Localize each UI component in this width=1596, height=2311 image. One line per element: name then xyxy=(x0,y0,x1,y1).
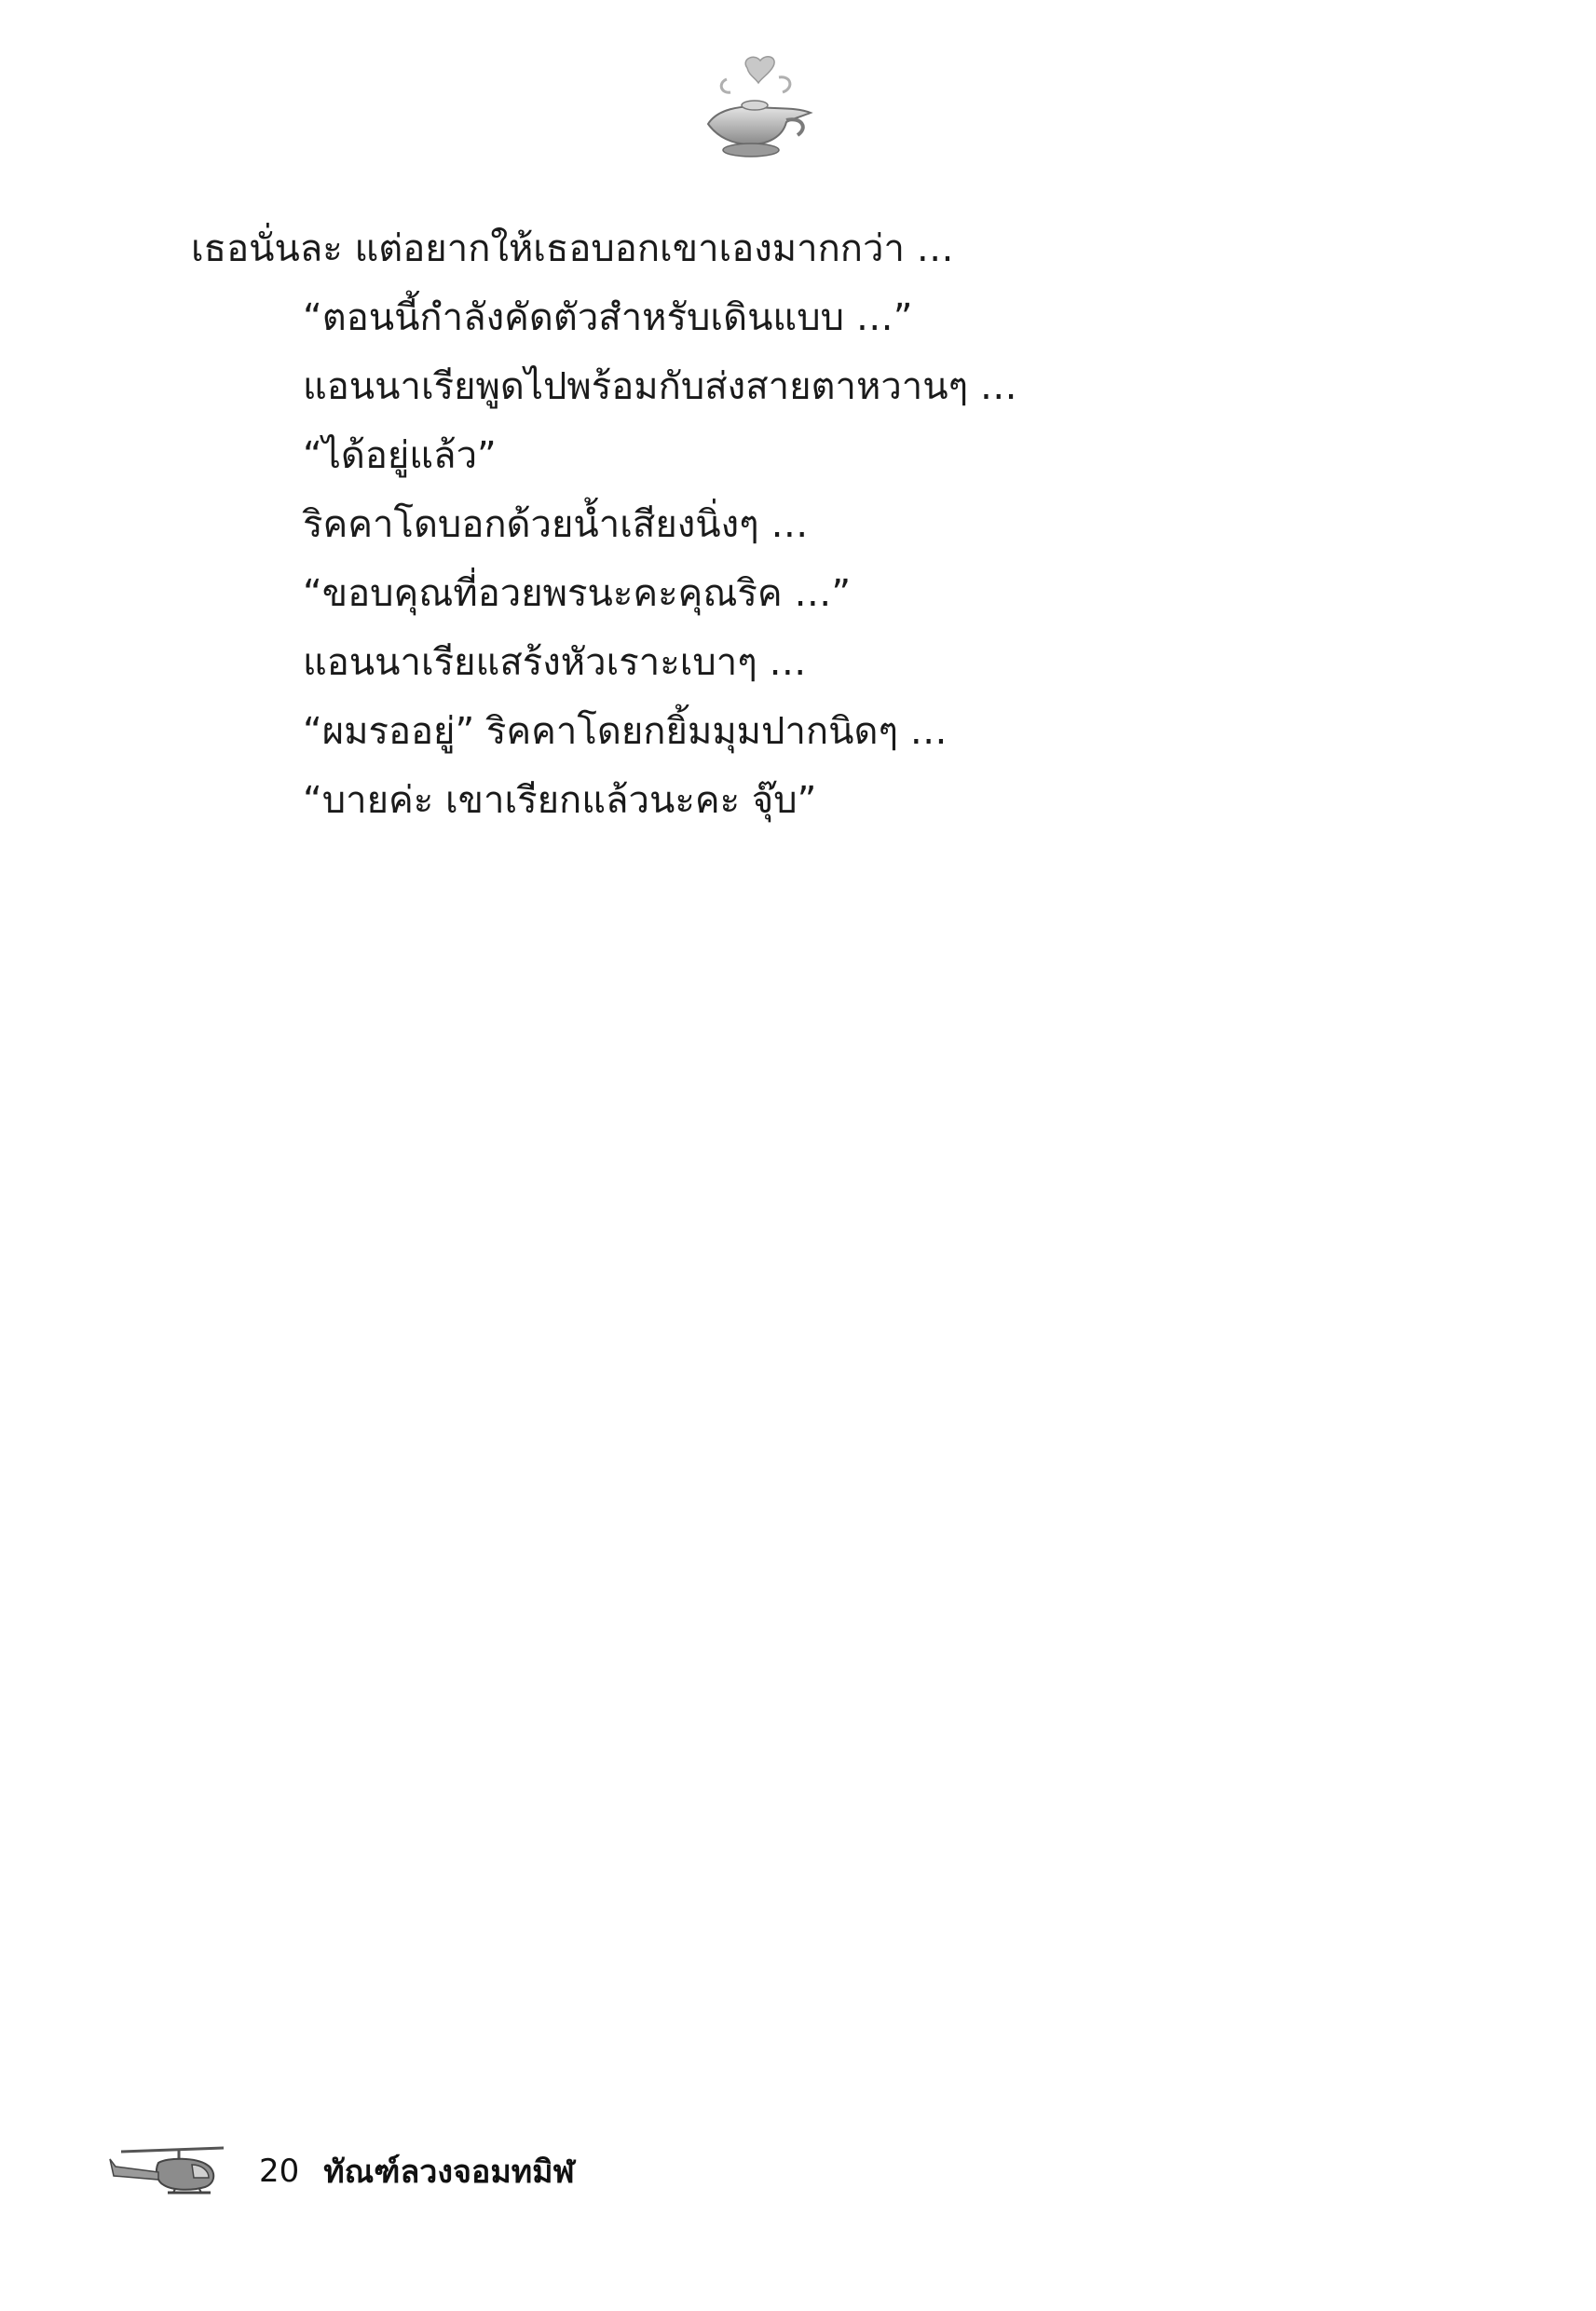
page-number: 20 xyxy=(259,2153,300,2190)
paragraph-8: “ผมรออยู่” ริคคาโดยกยิ้มมุมปากนิดๆ … xyxy=(303,710,948,753)
paragraph-1: เธอนั่นละ แต่อยากให้เธอบอกเขาเองมากกว่า … xyxy=(191,227,954,270)
body-text xyxy=(191,214,1328,835)
book-title: ทัณฑ์ลวงจอมทมิฬ xyxy=(323,2154,575,2191)
genie-lamp-icon xyxy=(689,51,820,163)
paragraph-4: “ได้อยู่แล้ว” xyxy=(303,434,497,477)
paragraph-9: “บายค่ะ เขาเรียกแล้วนะคะ จุ๊บ” xyxy=(303,779,817,822)
paragraph-2: “ตอนนี้กำลังคัดตัวสำหรับเดินแบบ …” xyxy=(303,296,913,339)
helicopter-icon xyxy=(102,2139,233,2204)
paragraph-3: แอนนาเรียพูดไปพร้อมกับส่งสายตาหวานๆ … xyxy=(303,365,1017,408)
page-footer xyxy=(102,2134,941,2208)
paragraph-6: “ขอบคุณที่อวยพรนะคะคุณริค …” xyxy=(303,572,852,615)
paragraph-7: แอนนาเรียแสร้งหัวเราะเบาๆ … xyxy=(303,641,807,684)
paragraph-5: ริคคาโดบอกด้วยน้ำเสียงนิ่งๆ … xyxy=(303,503,809,546)
